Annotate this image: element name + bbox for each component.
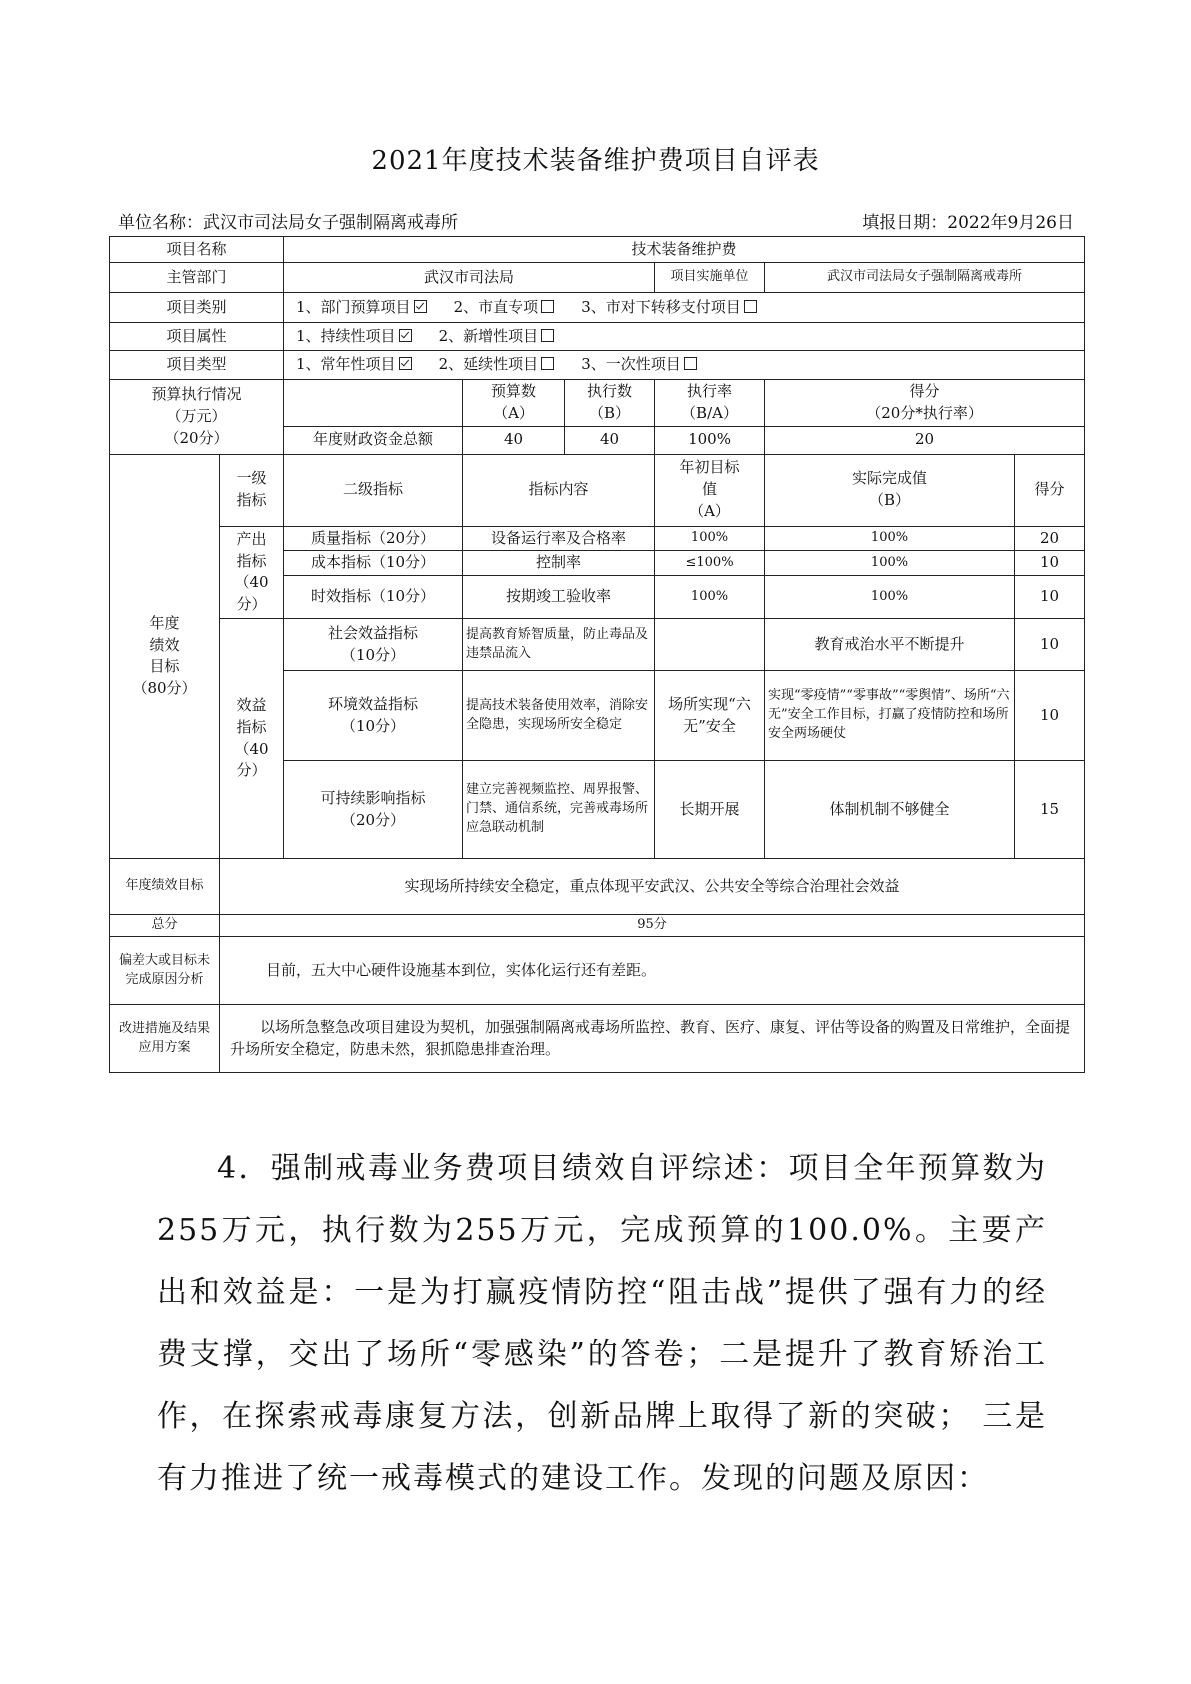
actual-cell: 体制机制不够健全 [765,761,1015,859]
deviation-value: 目前，五大中心硬件设施基本到位，实体化运行还有差距。 [220,937,1085,1005]
content-header: 指标内容 [463,454,655,526]
level1-header [220,454,284,526]
level2-line: 可持续影响指标 [320,788,426,807]
evaluation-table [109,236,1085,1073]
row-type [110,351,1085,380]
benefit-line: 效益 [236,696,267,714]
type-options [284,351,1085,380]
level2-header: 二级指标 [284,454,463,526]
deviation-label: 偏差大或目标未完成原因分析 [110,937,220,1005]
annual-goal-value: 实现场所持续安全稳定，重点体现平安武汉、公共安全等综合治理社会效益 [220,859,1085,915]
benefit-line: 分） [236,761,267,780]
output-line: （40 [234,573,269,592]
level2-cell [284,619,463,671]
dept-label: 主管部门 [110,263,284,293]
rate-value: 100% [655,426,765,454]
header-line: 值 [702,480,718,499]
target-cell: 场所实现“六无”安全 [655,671,765,761]
header-line: 指标 [236,491,267,509]
checked-box-icon [414,300,427,313]
header-line: （B/A） [681,403,738,422]
header-line: （B） [869,491,911,509]
score-cell: 20 [1015,526,1085,551]
level2-line: （20分） [340,810,406,829]
header-line: 执行率 [687,382,733,400]
target-cell: 100% [655,576,765,619]
impl-label: 项目实施单位 [655,263,765,293]
budget-row-label: 年度财政资金总额 [284,426,463,454]
benefit-line: （40 [234,739,269,758]
actual-cell: 教育戒治水平不断提升 [765,619,1015,671]
score-cell: 10 [1015,576,1085,619]
header-line: （B） [589,403,631,422]
level2-cell [284,761,463,859]
header-line: （A） [689,501,730,520]
budget-label-line: （万元） [166,406,227,425]
row-deviation [110,937,1085,1005]
budget-value: 40 [463,426,565,454]
output-label [220,526,284,619]
unchecked-box-icon [684,357,697,370]
summary-text: 4．强制戒毒业务费项目绩效自评综述：项目全年预算数为255万元，执行数为255万元，完成预算的100.0%。主要产出和效益是：一是为打赢疫情防控“阻击战”提供了强有力的经费支撑，交出了场所“零感染”的答卷；二是提升了教育矫治工作，在探索戒毒康复方法，创新品牌上取得了新的突破； 三是有力推进了统一戒毒模式的建设工作。发现的问题及原因： [157,1151,1047,1496]
header-line: 年初目标 [679,458,740,477]
side-line: 年度 [149,613,180,632]
side-line: （80分） [132,679,197,697]
row-budget-header [110,380,1085,427]
row-total [110,915,1085,937]
row-annual-goal [110,859,1085,915]
unit-name: 单位名称：武汉市司法局女子强制隔离戒毒所 [118,213,458,233]
row-improve [110,1005,1085,1073]
content-cell: 提高教育矫智质量，防止毒品及违禁品流入 [463,619,655,671]
budget-col-exec [565,380,655,427]
category-opt-2: 2、市直专项 [453,297,539,316]
content-cell: 控制率 [463,551,655,576]
level2-cell [284,671,463,761]
side-line: 目标 [149,657,180,676]
budget-label-line: 预算执行情况 [151,385,242,404]
score-cell: 10 [1015,551,1085,576]
budget-label-line: （20分） [164,428,229,447]
target-cell [655,619,765,671]
budget-label [110,380,284,455]
budget-col-budget [463,380,565,427]
header-line: 一级 [236,469,267,488]
attr-opt-1: 1、持续性项目 [296,326,396,345]
total-value: 95分 [220,915,1085,937]
target-header [655,454,765,526]
content-cell: 设备运行率及合格率 [463,526,655,551]
category-opt-1: 1、部门预算项目 [296,297,411,316]
header-line: 实际完成值 [852,469,928,488]
output-line: 分） [236,595,267,613]
score-cell: 15 [1015,761,1085,859]
content-cell: 建立完善视频监控、周界报警、门禁、通信系统，完善戒毒场所应急联动机制 [463,761,655,859]
target-cell: 长期开展 [655,761,765,859]
category-label: 项目类别 [110,293,284,323]
project-name-value: 技术装备维护费 [284,237,1085,263]
header-line: （A） [493,403,534,422]
output-line: 产出 [236,529,267,548]
unchecked-box-icon [541,300,554,313]
exec-value: 40 [565,426,655,454]
unchecked-box-icon [541,357,554,370]
actual-cell: 100% [765,526,1015,551]
table-row [110,526,1085,551]
type-opt-3: 3、一次性项目 [581,355,681,374]
level2-line: （10分） [340,716,406,735]
row-category [110,293,1085,323]
actual-header [765,454,1015,526]
score-header: 得分 [1015,454,1085,526]
content-cell: 按期竣工验收率 [463,576,655,619]
annual-goal-label: 年度绩效目标 [110,859,220,915]
row-perf-header [110,454,1085,526]
level2-line: 环境效益指标 [328,694,419,713]
level2-line: （10分） [340,645,406,664]
level2-cell: 时效指标（10分） [284,576,463,619]
content-cell: 提高技术装备使用效率，消除安全隐患，实现场所安全稳定 [463,671,655,761]
perf-side-label [110,454,220,859]
project-name-label: 项目名称 [110,237,284,263]
impl-value: 武汉市司法局女子强制隔离戒毒所 [765,263,1085,293]
budget-blank [284,380,463,427]
target-cell: ≤100% [655,551,765,576]
unchecked-box-icon [744,300,757,313]
checked-box-icon [399,329,412,342]
benefit-line: 指标 [236,717,267,736]
output-line: 指标 [236,551,267,570]
level2-cell: 成本指标（10分） [284,551,463,576]
total-label: 总分 [110,915,220,937]
budget-col-score [765,380,1085,427]
attr-options [284,323,1085,351]
header-line: 预算数 [491,382,537,400]
type-label: 项目类型 [110,351,284,380]
type-opt-2: 2、延续性项目 [438,355,539,374]
improve-value: 以场所急整急改项目建设为契机，加强强制隔离戒毒场所监控、教育、医疗、康复、评估等设备的购置及日常维护，全面提升场所安全稳定，防患未然，狠抓隐患排查治理。 [220,1005,1085,1073]
budget-col-rate [655,380,765,427]
benefit-label [220,619,284,859]
type-opt-1: 1、常年性项目 [296,355,396,374]
row-project-name [110,237,1085,263]
checked-box-icon [399,357,412,370]
category-opt-3: 3、市对下转移支付项目 [581,297,741,316]
summary-paragraph [157,1138,1047,1510]
report-date: 填报日期：2022年9月26日 [862,213,1074,233]
row-attr [110,323,1085,351]
score-cell: 10 [1015,671,1085,761]
target-cell: 100% [655,526,765,551]
side-line: 绩效 [149,635,180,654]
attr-label: 项目属性 [110,323,284,351]
row-dept [110,263,1085,293]
category-options [284,293,1085,323]
header-line: （20分*执行率） [866,403,983,422]
level2-line: 社会效益指标 [328,623,419,642]
improve-label: 改进措施及结果应用方案 [110,1005,220,1073]
header-line: 得分 [909,382,940,400]
score-cell: 10 [1015,619,1085,671]
attr-opt-2: 2、新增性项目 [438,326,539,345]
page-title: 2021年度技术装备维护费项目自评表 [371,146,820,176]
actual-cell: 100% [765,551,1015,576]
header-line: 执行数 [587,382,633,400]
level2-cell: 质量指标（20分） [284,526,463,551]
dept-value: 武汉市司法局 [284,263,655,293]
score-value: 20 [765,426,1085,454]
actual-cell: 实现“零疫情”“零事故”“零舆情”、场所“六无”安全工作目标，打赢了疫情防控和场所安全两场硬仗 [765,671,1015,761]
unchecked-box-icon [541,329,554,342]
table-row [110,619,1085,671]
actual-cell: 100% [765,576,1015,619]
